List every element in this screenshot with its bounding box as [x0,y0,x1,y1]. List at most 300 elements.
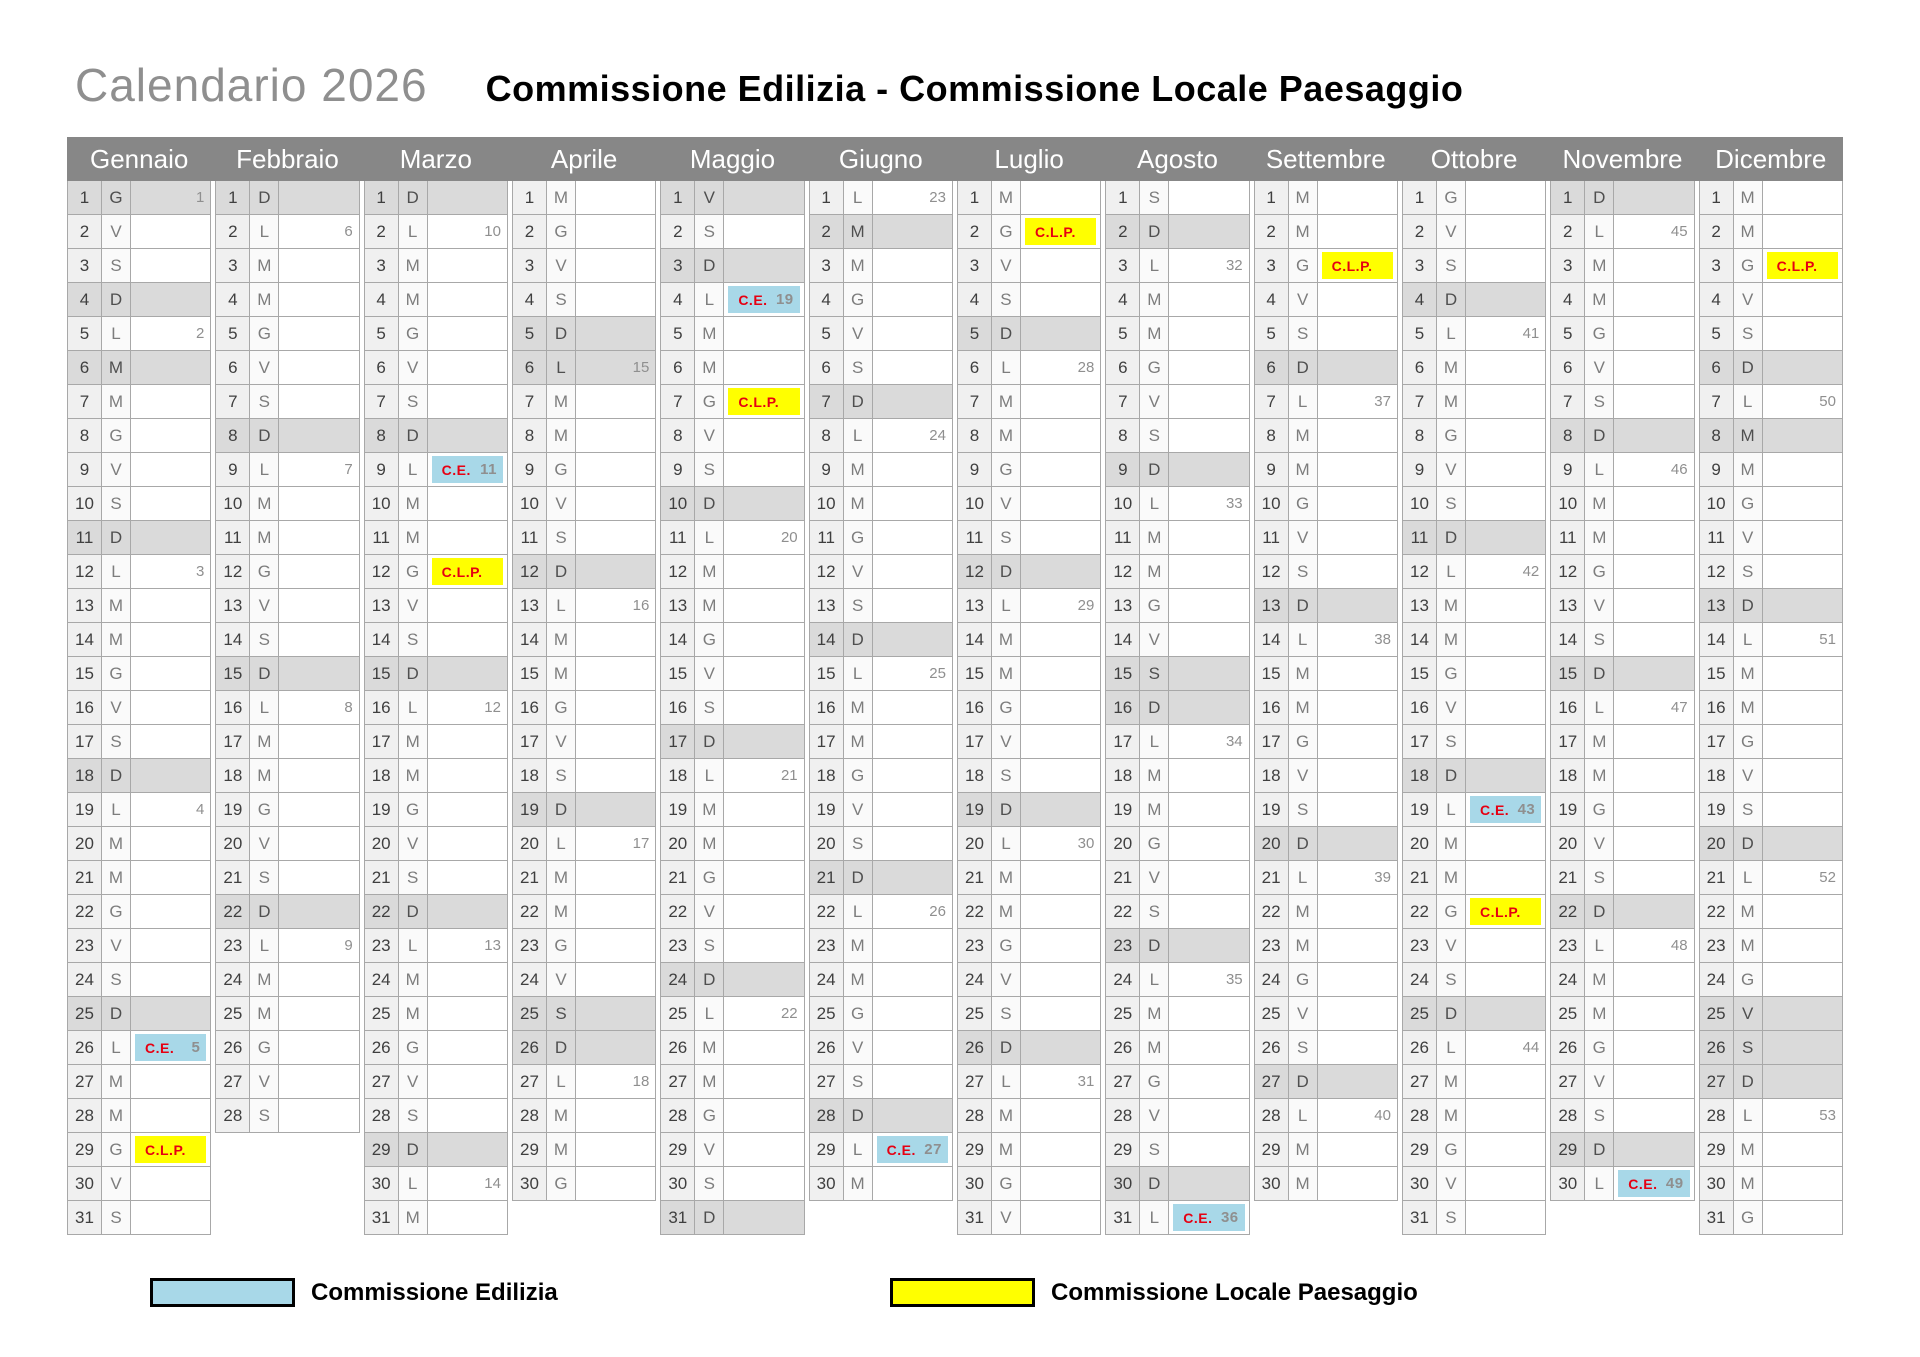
day-row [957,385,1101,419]
day-notes-cell [576,589,656,622]
day-notes-cell [576,1065,656,1098]
day-number-cell: 13 [957,589,992,622]
day-row [67,215,211,249]
week-number: 47 [1670,699,1688,716]
day-number-cell: 31 [1402,1201,1437,1234]
day-letter-cell: S [1585,385,1614,418]
day-notes-cell [873,793,953,826]
day-letter-cell: V [844,793,873,826]
day-row [215,895,359,929]
day-letter-cell: D [250,181,279,214]
day-number-cell: 11 [1550,521,1585,554]
day-number-cell: 6 [215,351,250,384]
day-notes-cell [576,181,656,214]
day-row [512,963,656,997]
day-number-cell: 15 [1550,657,1585,690]
day-row [957,1031,1101,1065]
day-notes-cell [1466,521,1546,554]
day-row [1402,1031,1546,1065]
day-notes-cell [428,997,508,1030]
day-letter-cell: V [1289,521,1318,554]
day-notes-cell [1763,453,1843,486]
day-notes-cell [131,249,211,282]
day-number-cell: 23 [215,929,250,962]
day-row [1699,215,1843,249]
day-notes-cell [873,385,953,418]
day-letter-cell: V [1140,385,1169,418]
day-notes-cell [724,759,804,792]
day-number-cell: 17 [1105,725,1140,758]
day-notes-cell [1614,555,1694,588]
month-column-maggio [660,181,804,1235]
day-notes-cell [1318,1031,1398,1064]
day-notes-cell [1021,861,1101,894]
day-number-cell: 9 [957,453,992,486]
day-row [67,725,211,759]
day-notes-cell [1466,793,1546,826]
day-letter-cell: V [1734,759,1763,792]
day-letter-cell: V [992,725,1021,758]
day-row [364,1031,508,1065]
day-row [67,385,211,419]
day-letter-cell: L [844,181,873,214]
day-number-cell: 6 [660,351,695,384]
day-letter-cell: M [547,861,576,894]
day-letter-cell: D [1437,521,1466,554]
day-letter-cell: V [992,487,1021,520]
day-row [67,351,211,385]
day-row [1105,385,1249,419]
day-number-cell: 12 [809,555,844,588]
day-notes-cell [1318,555,1398,588]
day-number-cell: 11 [809,521,844,554]
day-letter-cell: M [102,589,131,622]
day-letter-cell: M [250,521,279,554]
day-row [1105,555,1249,589]
day-row [660,793,804,827]
day-row [660,1133,804,1167]
day-notes-cell [1021,453,1101,486]
day-row [364,1065,508,1099]
day-row [660,827,804,861]
day-number-cell: 24 [364,963,399,996]
day-row [1402,385,1546,419]
day-number-cell: 8 [660,419,695,452]
day-notes-cell [724,181,804,214]
day-number-cell: 7 [67,385,102,418]
day-notes-cell [131,1031,211,1064]
day-number-cell: 1 [1254,181,1289,214]
day-letter-cell: M [399,487,428,520]
day-notes-cell [873,215,953,248]
day-letter-cell: S [695,1167,724,1200]
day-notes-cell [1614,487,1694,520]
week-number: 19 [775,291,794,308]
week-number: 16 [632,597,650,614]
month-header-aprile: Aprile [550,143,618,174]
week-number: 48 [1670,937,1688,954]
day-row [660,249,804,283]
day-number-cell: 3 [1254,249,1289,282]
week-number: 38 [1374,631,1391,648]
day-row [215,997,359,1031]
day-number-cell: 14 [809,623,844,656]
day-number-cell: 24 [512,963,547,996]
day-letter-cell: D [1140,1167,1169,1200]
day-letter-cell: G [1289,963,1318,996]
day-row [1699,589,1843,623]
day-number-cell: 17 [1699,725,1734,758]
day-number-cell: 3 [512,249,547,282]
day-row [512,725,656,759]
day-row [1699,725,1843,759]
day-letter-cell: V [695,895,724,928]
day-notes-cell [131,1133,211,1166]
day-number-cell: 9 [215,453,250,486]
day-letter-cell: M [1585,759,1614,792]
day-notes-cell [724,657,804,690]
day-notes-cell [131,963,211,996]
day-letter-cell: M [547,419,576,452]
day-letter-cell: M [250,963,279,996]
day-number-cell: 18 [1699,759,1734,792]
day-letter-cell: D [1437,759,1466,792]
day-number-cell: 2 [1105,215,1140,248]
day-letter-cell: M [844,249,873,282]
day-row [1402,691,1546,725]
day-letter-cell: M [102,623,131,656]
badge-label: C.L.P. [1034,223,1076,240]
day-letter-cell: S [102,1201,131,1234]
day-row [215,419,359,453]
day-row [364,1201,508,1235]
day-row [1550,623,1694,657]
day-letter-cell: M [1140,1031,1169,1064]
day-row [809,725,953,759]
day-number-cell: 11 [1105,521,1140,554]
day-number-cell: 6 [957,351,992,384]
day-number-cell: 16 [215,691,250,724]
day-row [1550,589,1694,623]
day-letter-cell: D [1734,589,1763,622]
day-number-cell: 30 [1254,1167,1289,1200]
week-number: 14 [484,1175,501,1192]
day-number-cell: 24 [1550,963,1585,996]
day-notes-cell [576,895,656,928]
day-letter-cell: L [399,453,428,486]
day-number-cell: 4 [1699,283,1734,316]
day-number-cell: 14 [364,623,399,656]
day-row [364,759,508,793]
day-letter-cell: G [1140,589,1169,622]
day-notes-cell [279,793,359,826]
day-number-cell: 24 [957,963,992,996]
day-row [512,249,656,283]
day-letter-cell: D [547,793,576,826]
day-row [512,521,656,555]
day-notes-cell [279,249,359,282]
day-notes-cell [279,521,359,554]
day-row [660,1065,804,1099]
day-letter-cell: V [1734,521,1763,554]
day-letter-cell: V [250,827,279,860]
day-letter-cell: L [102,1031,131,1064]
day-number-cell: 26 [660,1031,695,1064]
day-notes-cell [131,793,211,826]
day-row [512,385,656,419]
day-row [1105,861,1249,895]
day-notes-cell [1466,215,1546,248]
day-notes-cell [1763,317,1843,350]
day-letter-cell: D [1734,1065,1763,1098]
day-notes-cell [576,249,656,282]
day-row [364,419,508,453]
day-row [512,997,656,1031]
day-letter-cell: V [1140,861,1169,894]
day-letter-cell: M [547,1133,576,1166]
ce-badge [432,456,503,483]
day-letter-cell: D [399,1133,428,1166]
day-row [1402,317,1546,351]
week-number: 17 [632,835,650,852]
day-number-cell: 7 [512,385,547,418]
day-notes-cell [1318,1167,1398,1200]
day-letter-cell: G [1734,487,1763,520]
day-number-cell: 26 [1699,1031,1734,1064]
day-number-cell: 9 [1105,453,1140,486]
day-row [67,1065,211,1099]
day-letter-cell: V [1437,929,1466,962]
day-letter-cell: M [399,521,428,554]
day-letter-cell: G [250,793,279,826]
day-number-cell: 9 [1402,453,1437,486]
day-number-cell: 5 [1402,317,1437,350]
day-letter-cell: G [399,793,428,826]
day-row [809,1065,953,1099]
day-row [364,827,508,861]
day-notes-cell [1169,1031,1249,1064]
day-row [1105,249,1249,283]
day-number-cell: 7 [957,385,992,418]
week-number: 43 [1517,801,1536,818]
day-notes-cell [873,759,953,792]
day-notes-cell [1466,283,1546,316]
day-number-cell: 12 [1254,555,1289,588]
day-letter-cell: L [844,1133,873,1166]
day-row [1402,929,1546,963]
day-number-cell: 3 [660,249,695,282]
day-letter-cell: G [547,929,576,962]
day-row [1550,215,1694,249]
week-number: 1 [195,189,205,206]
day-row [512,895,656,929]
day-number-cell: 27 [660,1065,695,1098]
day-notes-cell [131,929,211,962]
day-letter-cell: S [992,283,1021,316]
day-row [1254,861,1398,895]
day-letter-cell: M [1437,1065,1466,1098]
day-notes-cell [279,725,359,758]
day-notes-cell [873,929,953,962]
day-number-cell: 23 [660,929,695,962]
day-letter-cell: S [399,861,428,894]
day-number-cell: 4 [1550,283,1585,316]
day-row [957,793,1101,827]
day-notes-cell [1614,419,1694,452]
day-notes-cell [576,215,656,248]
day-row [215,487,359,521]
week-number: 7 [344,461,353,478]
day-number-cell: 23 [1550,929,1585,962]
day-row [67,793,211,827]
day-number-cell: 2 [67,215,102,248]
day-letter-cell: L [1437,555,1466,588]
day-row [1254,1099,1398,1133]
day-row [1105,521,1249,555]
day-row [660,589,804,623]
day-notes-cell [1763,215,1843,248]
day-letter-cell: G [547,691,576,724]
day-row [660,215,804,249]
day-notes-cell [724,1167,804,1200]
day-letter-cell: G [992,453,1021,486]
day-letter-cell: M [1734,181,1763,214]
day-number-cell: 20 [1550,827,1585,860]
day-letter-cell: M [1437,589,1466,622]
day-number-cell: 5 [660,317,695,350]
day-notes-cell [1021,759,1101,792]
day-letter-cell: D [992,1031,1021,1064]
day-row [215,351,359,385]
month-column-settembre [1254,181,1398,1235]
day-letter-cell: M [844,691,873,724]
day-row [660,929,804,963]
day-row [957,1133,1101,1167]
day-notes-cell [873,589,953,622]
day-number-cell: 21 [660,861,695,894]
day-row [1699,1099,1843,1133]
day-row [364,861,508,895]
day-row [1254,317,1398,351]
day-number-cell: 22 [1402,895,1437,928]
day-number-cell: 17 [215,725,250,758]
day-number-cell: 7 [1105,385,1140,418]
day-letter-cell: S [547,997,576,1030]
day-row [1550,385,1694,419]
day-row [512,351,656,385]
day-number-cell: 27 [957,1065,992,1098]
day-row [1105,419,1249,453]
week-number: 52 [1819,869,1836,886]
day-letter-cell: S [547,283,576,316]
month-column-aprile [512,181,656,1235]
day-number-cell: 3 [1550,249,1585,282]
day-row [215,1065,359,1099]
day-row [364,555,508,589]
day-number-cell: 11 [1402,521,1437,554]
day-letter-cell: D [1585,419,1614,452]
day-notes-cell [1318,1099,1398,1132]
day-letter-cell: M [1289,419,1318,452]
day-notes-cell [576,317,656,350]
day-number-cell: 22 [660,895,695,928]
day-number-cell: 2 [1550,215,1585,248]
day-row [1254,895,1398,929]
day-number-cell: 18 [215,759,250,792]
day-row [957,1065,1101,1099]
day-letter-cell: D [399,419,428,452]
day-row [1254,419,1398,453]
day-row [1105,1031,1249,1065]
week-number: 51 [1819,631,1836,648]
day-letter-cell: L [1734,623,1763,656]
day-row [809,589,953,623]
day-row [1699,623,1843,657]
day-number-cell: 21 [67,861,102,894]
day-letter-cell: M [1289,1133,1318,1166]
day-notes-cell [724,521,804,554]
week-number: 33 [1225,495,1243,512]
day-letter-cell: D [547,317,576,350]
day-letter-cell: M [1140,521,1169,554]
day-notes-cell [428,1099,508,1132]
day-number-cell: 4 [1254,283,1289,316]
day-notes-cell [1021,589,1101,622]
day-notes-cell [1466,589,1546,622]
day-number-cell: 15 [1402,657,1437,690]
day-number-cell: 26 [957,1031,992,1064]
day-notes-cell [131,691,211,724]
day-notes-cell [1318,929,1398,962]
badge-label: C.L.P. [738,393,780,410]
day-notes-cell [1614,317,1694,350]
day-number-cell: 27 [67,1065,102,1098]
badge-label: C.L.P. [1776,257,1818,274]
day-notes-cell [724,691,804,724]
day-row [809,487,953,521]
day-notes-cell [1614,657,1694,690]
day-letter-cell: L [250,453,279,486]
day-number-cell: 19 [512,793,547,826]
day-number-cell: 27 [1550,1065,1585,1098]
day-row [809,555,953,589]
day-notes-cell [279,351,359,384]
day-notes-cell [428,725,508,758]
day-notes-cell [873,317,953,350]
day-row [1402,589,1546,623]
day-letter-cell: V [1734,283,1763,316]
day-row [1550,725,1694,759]
day-notes-cell [1021,827,1101,860]
day-notes-cell [1614,759,1694,792]
day-notes-cell [1763,181,1843,214]
day-row [364,521,508,555]
day-notes-cell [428,351,508,384]
day-row [1699,317,1843,351]
day-number-cell: 14 [1699,623,1734,656]
day-letter-cell: D [250,419,279,452]
day-row [660,1167,804,1201]
day-row [1105,1099,1249,1133]
day-number-cell: 25 [1402,997,1437,1030]
day-row [215,181,359,215]
day-row [512,283,656,317]
day-number-cell: 26 [67,1031,102,1064]
day-number-cell: 9 [1550,453,1585,486]
day-letter-cell: V [250,589,279,622]
day-notes-cell [1169,521,1249,554]
day-notes-cell [1169,249,1249,282]
